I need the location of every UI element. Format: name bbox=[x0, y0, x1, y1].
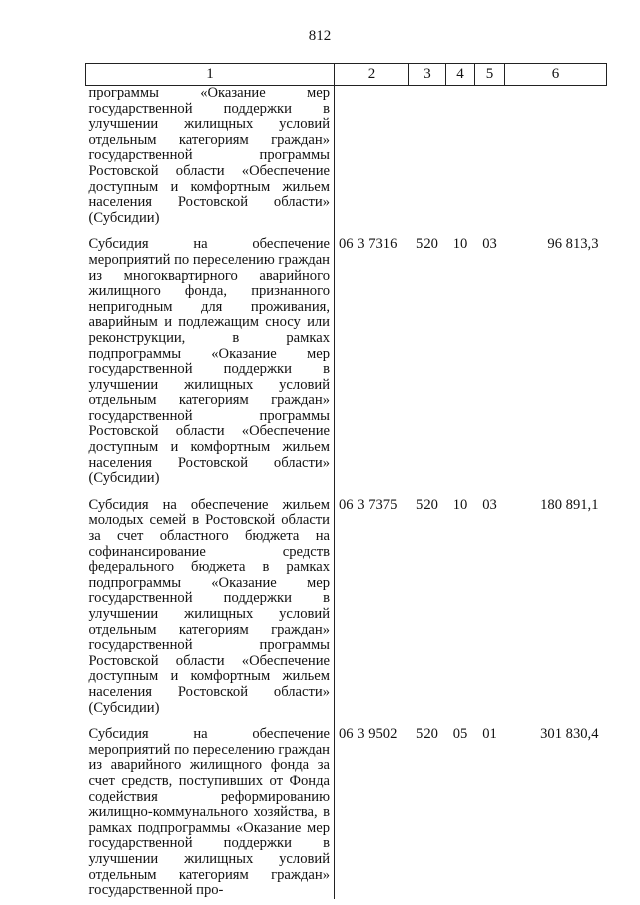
table-header-row bbox=[86, 64, 607, 86]
row-section: 10 bbox=[452, 496, 468, 513]
header-col-4: 4 bbox=[446, 64, 475, 86]
header-col-6: 6 bbox=[505, 64, 607, 86]
row-type-code: 520 bbox=[416, 236, 438, 253]
row-target-code: 06 3 9502 bbox=[339, 726, 398, 743]
row-description: Субсидия на обеспечение мероприятий по переселению граждан из аварийного жилищного фонда за счет средств, поступивших от Фонда содействия реформированию жилищно-коммунального хозяйства, в рамках подпрограммы «Оказание мер государственной поддержки в улучшении жилищных условий отдельным категориям граждан» государственной про- bbox=[86, 727, 335, 899]
budget-table bbox=[85, 63, 607, 899]
row-subsection: 03 bbox=[482, 496, 497, 513]
row-type-code: 520 bbox=[416, 496, 438, 513]
row-amount: 96 813,3 bbox=[547, 236, 599, 253]
row-description: Субсидия на обеспечение мероприятий по переселению граждан из многоквартирного аварийного жилищного фонда, признанного непригодным для проживания, аварийным и подлежащим сносу или реконструкции, в рамках подпрограммы «Оказание мер государственной поддержки в улучшении жилищных условий отдельным категориям граждан» государственной программы Ростовской области «Обеспечение доступным и комфортным жильем населения Ростовской области» (Субсидии) bbox=[86, 237, 335, 487]
row-section: 05 bbox=[452, 726, 468, 743]
table-row bbox=[86, 237, 607, 487]
row-description: программы «Оказание мер государственной поддержки в улучшении жилищных условий отдельным категориям граждан» государственной программы Ростовской области «Обеспечение доступным и комфортным жильем населения Ростовской области» (Субсидии) bbox=[86, 86, 335, 227]
row-subsection bbox=[475, 86, 505, 227]
row-subsection: 03 bbox=[482, 236, 497, 253]
row-section bbox=[446, 86, 475, 227]
header-col-2: 2 bbox=[335, 64, 409, 86]
table-row bbox=[86, 86, 607, 227]
table-row bbox=[86, 498, 607, 716]
header-col-1: 1 bbox=[86, 64, 335, 86]
row-amount: 301 830,4 bbox=[540, 726, 599, 743]
header-col-5: 5 bbox=[475, 64, 505, 86]
row-description: Субсидия на обеспечение жильем молодых семей в Ростовской области за счет областного бюджета на софинансирование средств федерального бюджета в рамках подпрограммы «Оказание мер государственной поддержки в улучшении жилищных условий отдельным категориям граждан» государственной программы Ростовской области «Обеспечение доступным и комфортным жильем населения Ростовской области» (Субсидии) bbox=[86, 498, 335, 716]
row-target-code: 06 3 7375 bbox=[339, 496, 398, 513]
row-amount: 180 891,1 bbox=[540, 496, 599, 513]
table-row bbox=[86, 727, 607, 899]
page-number: 812 bbox=[308, 28, 332, 44]
row-target-code bbox=[335, 86, 409, 227]
row-subsection: 01 bbox=[482, 726, 497, 743]
row-type-code bbox=[409, 86, 446, 227]
row-type-code: 520 bbox=[416, 726, 438, 743]
row-amount bbox=[505, 86, 607, 227]
row-section: 10 bbox=[452, 236, 468, 253]
header-col-3: 3 bbox=[409, 64, 446, 86]
row-target-code: 06 3 7316 bbox=[339, 236, 398, 253]
